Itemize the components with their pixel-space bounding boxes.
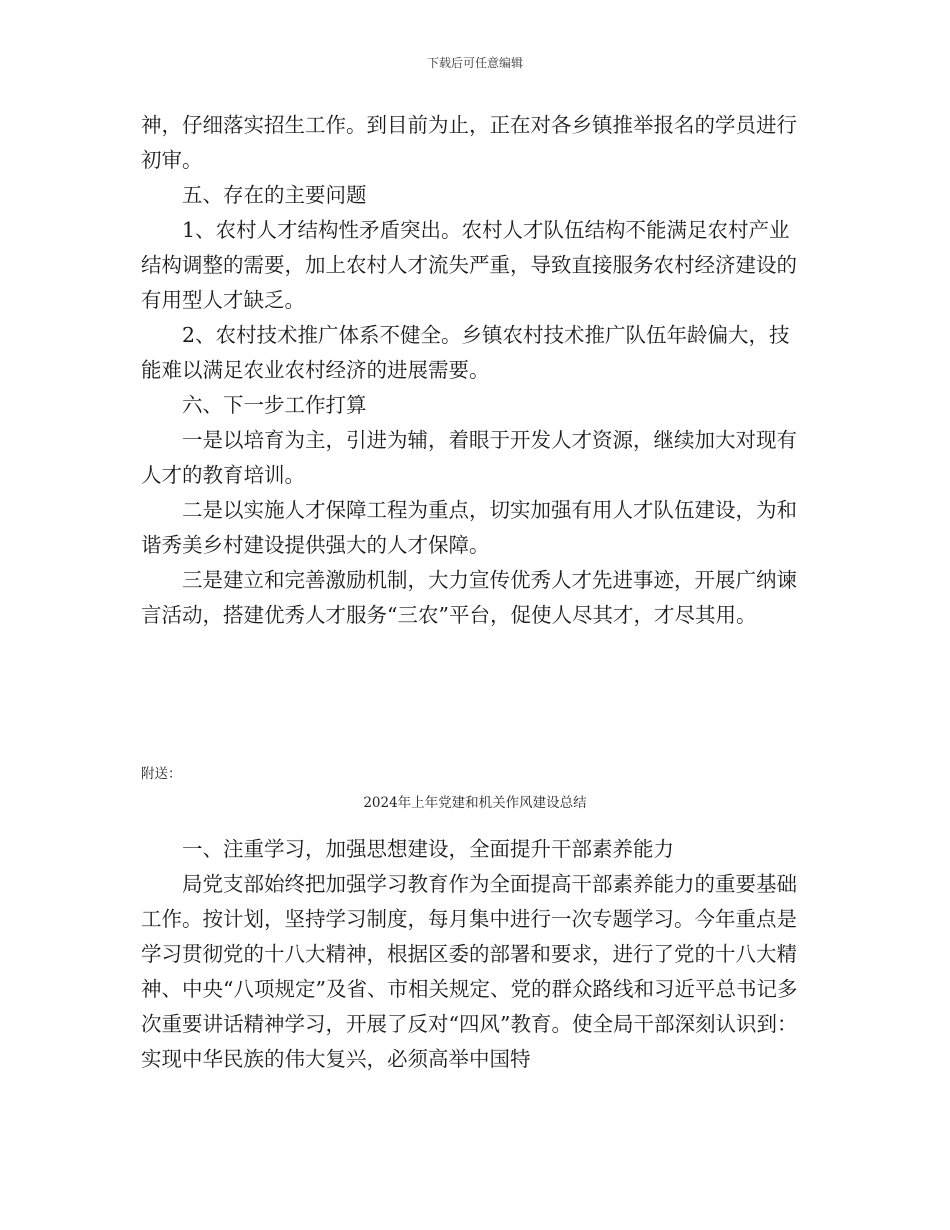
section-1-body [141,108,809,633]
attachment-label: 附送： [141,766,182,782]
section-heading: 六、下一步工作打算 [182,393,367,417]
section-heading: 五、存在的主要问题 [182,183,367,207]
paragraph: 一是以培育为主，引进为辅，着眼于开发人才资源，继续加大对现有人才的教育培训。 [141,428,797,487]
section-2-body [141,832,809,1077]
paragraph: 二是以实施人才保障工程为重点，切实加强有用人才队伍建设，为和谐秀美乡村建设提供强大的人才保障。 [141,498,797,557]
paragraph: 局党支部始终把加强学习教育作为全面提高干部素养能力的重要基础工作。按计划，坚持学习制度，每月集中进行一次专题学习。今年重点是学习贯彻党的十八大精神，根据区委的部署和要求，进行了党的十八大精神、中央“八项规定”及省、市相关规定、党的群众路线和习近平总书记多次重要讲话精神学习，开展了反对“四风”教育。使全局干部深刻认识到：实现中华民族的伟大复兴，必须高举中国特 [141,872,798,1071]
section-heading: 一、注重学习，加强思想建设，全面提升干部素养能力 [182,837,674,861]
paragraph: 三是建立和完善激励机制，大力宣传优秀人才先进事迹，开展广纳谏言活动，搭建优秀人才服务“三农”平台，促使人尽其才，才尽其用。 [141,568,797,627]
header-note: 下载后可任意编辑 [426,56,523,70]
paragraph: 1、农村人才结构性矛盾突出。农村人才队伍结构不能满足农村产业结构调整的需要，加上农村人才流失严重，导致直接服务农村经济建设的有用型人才缺乏。 [141,218,797,312]
attachment-title: 2024年上年党建和机关作风建设总结 [363,795,587,811]
paragraph: 2、农村技术推广体系不健全。乡镇农村技术推广队伍年龄偏大，技能难以满足农业农村经济的进展需要。 [141,323,790,382]
paragraph: 神，仔细落实招生工作。到目前为止，正在对各乡镇推举报名的学员进行初审。 [141,113,797,172]
